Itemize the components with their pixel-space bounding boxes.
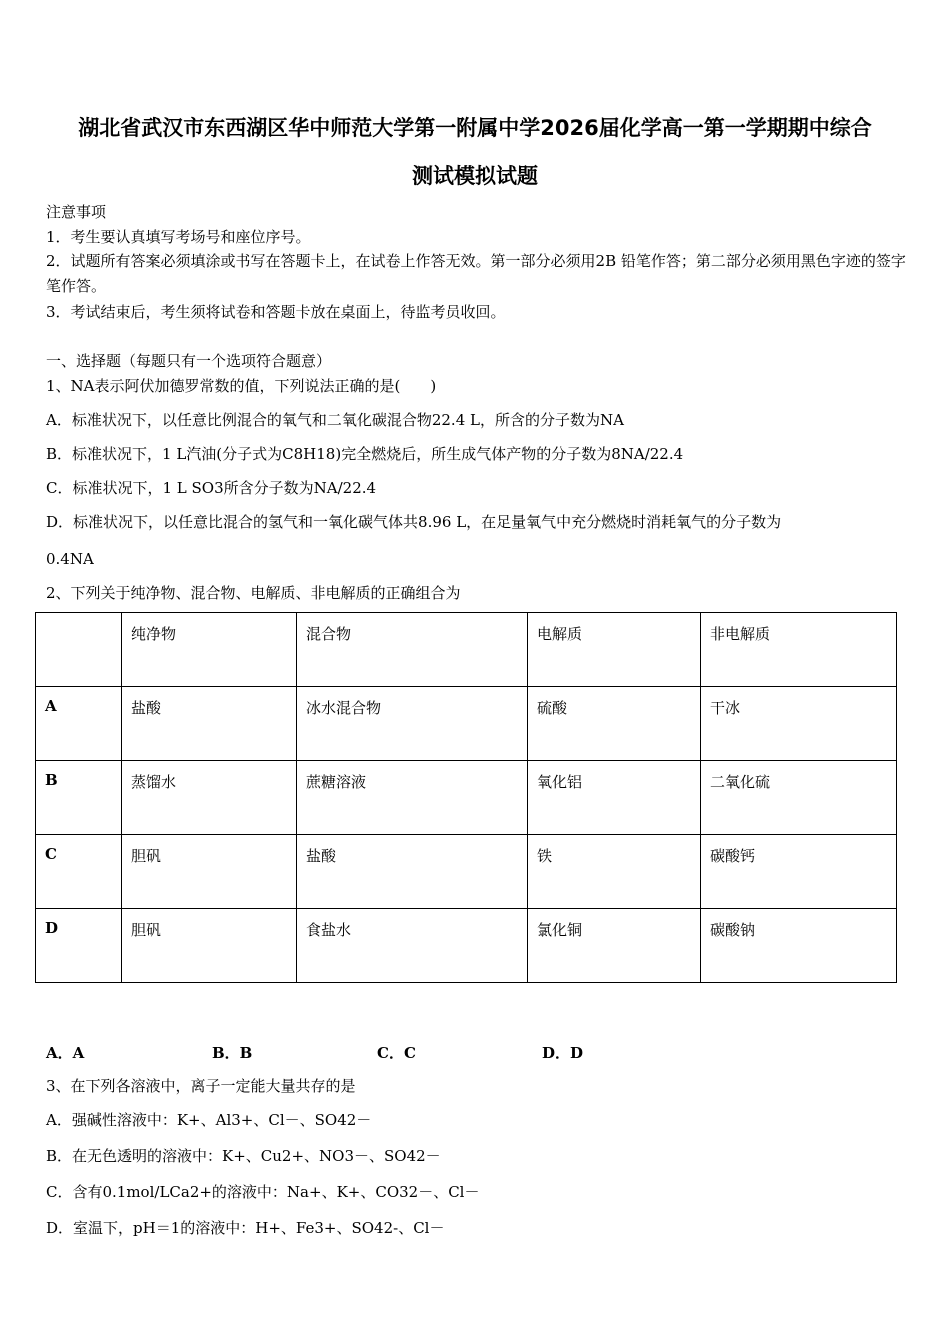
question-3-option-b: B．在无色透明的溶液中：K+、Cu2+、NO3－、SO42－ — [46, 1147, 441, 1165]
table-row-label: B — [36, 761, 122, 835]
table-cell: 盐酸 — [297, 835, 528, 909]
classification-table — [35, 612, 897, 983]
table-cell: 碳酸钙 — [701, 835, 897, 909]
question-1-option-a: A．标准状况下，以任意比例混合的氧气和二氧化碳混合物22.4 L，所含的分子数为NA — [46, 411, 624, 429]
question-3-option-c: C．含有0.1mol/LCa2+的溶液中：Na+、K+、CO32－、Cl－ — [46, 1183, 480, 1201]
table-row — [36, 687, 897, 761]
table-cell: 蒸馏水 — [122, 761, 297, 835]
question-1-option-b: B．标准状况下，1 L汽油(分子式为C8H18)完全燃烧后，所生成气体产物的分子数为8NA/22.4 — [46, 445, 684, 463]
exam-title-line1: 湖北省武汉市东西湖区华中师范大学第一附属中学2026届化学高一第一学期期中综合 — [78, 116, 872, 140]
table-header-cell: 纯净物 — [122, 613, 297, 687]
answer-option-b: B．B — [212, 1044, 253, 1062]
table-row — [36, 761, 897, 835]
table-cell: 干冰 — [701, 687, 897, 761]
notice-item-3: 3．考试结束后，考生须将试卷和答题卡放在桌面上，待监考员收回。 — [46, 303, 506, 321]
table-header-row — [36, 613, 897, 687]
question-3-option-a: A．强碱性溶液中：K+、Al3+、Cl－、SO42－ — [46, 1111, 372, 1129]
table-header-cell: 混合物 — [297, 613, 528, 687]
notice-heading: 注意事项 — [46, 203, 107, 221]
section-heading: 一、选择题（每题只有一个选项符合题意） — [46, 352, 332, 370]
table-cell: 氯化铜 — [528, 909, 701, 983]
answer-option-a: A．A — [46, 1044, 85, 1062]
table-cell: 硫酸 — [528, 687, 701, 761]
table-header-cell: 非电解质 — [701, 613, 897, 687]
question-1-option-d-line2: 0.4NA — [46, 550, 94, 568]
notice-item-1: 1．考生要认真填写考场号和座位序号。 — [46, 228, 311, 246]
question-2-stem: 2、下列关于纯净物、混合物、电解质、非电解质的正确组合为 — [46, 584, 461, 602]
notice-item-2: 2．试题所有答案必须填涂或书写在答题卡上，在试卷上作答无效。第一部分必须用2B 铅笔作答；第二部分必须用黑色字迹的签字笔作答。 — [46, 252, 906, 295]
question-1-stem: 1、NA表示阿伏加德罗常数的值，下列说法正确的是( ) — [46, 377, 437, 395]
table-row — [36, 835, 897, 909]
question-3-stem: 3、在下列各溶液中，离子一定能大量共存的是 — [46, 1077, 356, 1095]
exam-title-line2: 测试模拟试题 — [412, 164, 538, 188]
table-cell: 蔗糖溶液 — [297, 761, 528, 835]
table-row-label: C — [36, 835, 122, 909]
table-cell: 铁 — [528, 835, 701, 909]
table-row-label: D — [36, 909, 122, 983]
table-cell: 胆矾 — [122, 835, 297, 909]
table-cell: 氧化铝 — [528, 761, 701, 835]
table-cell: 胆矾 — [122, 909, 297, 983]
table-row — [36, 909, 897, 983]
table-cell: 食盐水 — [297, 909, 528, 983]
table-row-label: A — [36, 687, 122, 761]
question-1-option-d-line1: D．标准状况下，以任意比混合的氢气和一氧化碳气体共8.96 L，在足量氧气中充分燃烧时消耗氧气的分子数为 — [46, 513, 782, 531]
table-cell: 二氧化硫 — [701, 761, 897, 835]
table-header-cell: 电解质 — [528, 613, 701, 687]
table-cell: 盐酸 — [122, 687, 297, 761]
table-cell: 冰水混合物 — [297, 687, 528, 761]
question-1-option-c: C．标准状况下，1 L SO3所含分子数为NA/22.4 — [46, 479, 377, 497]
table-cell: 碳酸钠 — [701, 909, 897, 983]
answer-option-d: D．D — [542, 1044, 584, 1062]
answer-option-c: C．C — [377, 1044, 416, 1062]
table-header-cell — [36, 613, 122, 687]
question-3-option-d: D．室温下，pH＝1的溶液中：H+、Fe3+、SO42-、Cl－ — [46, 1219, 445, 1237]
